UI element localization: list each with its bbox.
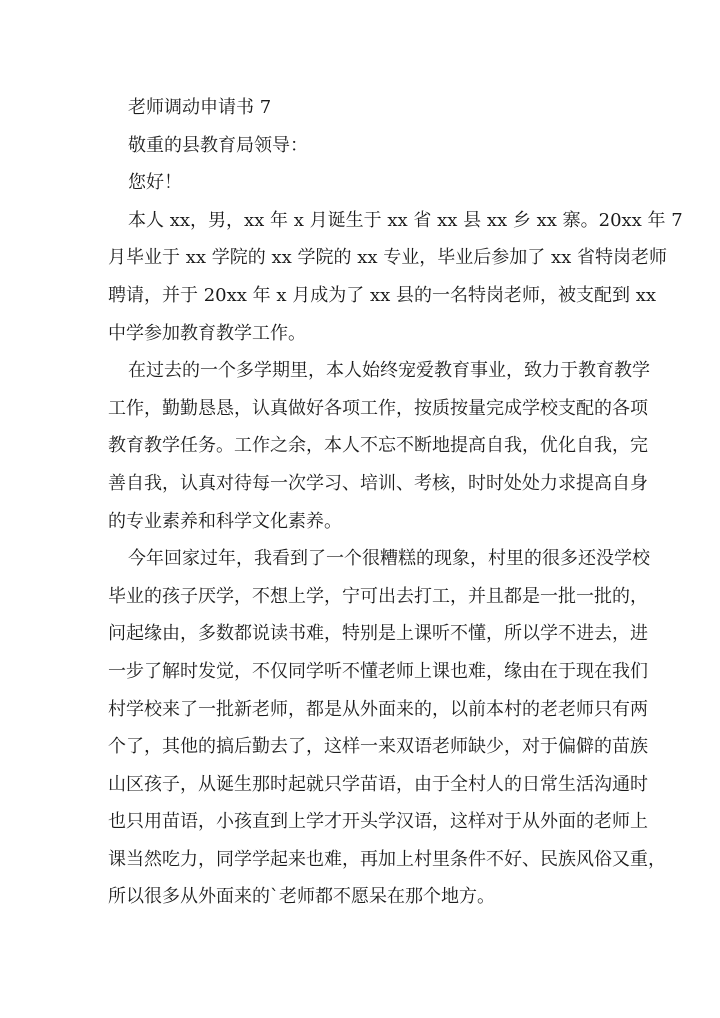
paragraph-line: 村学校来了一批新老师，都是从外面来的，以前本村的老老师只有两 — [108, 698, 648, 720]
paragraph-line: 的专业素养和科学文化素养。 — [108, 510, 342, 532]
paragraph-line: 毕业的孩子厌学，不想上学，宁可出去打工，并且都是一批一批的， — [108, 585, 648, 607]
document-title: 老师调动申请书 7 — [128, 97, 272, 118]
paragraph-3 — [108, 540, 666, 916]
paragraph-line: 也只用苗语，小孩直到上学才开头学汉语，这样对于从外面的老师上 — [108, 811, 648, 833]
paragraph-line: 问起缘由，多数都说读书难，特别是上课听不懂，所以学不进去，进 — [108, 623, 648, 645]
paragraph-1 — [108, 202, 683, 352]
paragraph-line: 工作，勤勤恳恳，认真做好各项工作，按质按量完成学校支配的各项 — [108, 397, 648, 419]
paragraph-line: 课当然吃力，同学学起来也难，再加上村里条件不好、民族风俗又重， — [108, 848, 666, 870]
salutation: 敬重的县教育局领导： — [128, 134, 308, 156]
paragraph-line: 本人 xx，男，xx 年 x 月诞生于 xx 省 xx 县 xx 乡 xx 寨。20xx 年 7 — [128, 209, 683, 231]
greeting: 您好！ — [128, 172, 182, 194]
paragraph-line: 所以很多从外面来的`老师都不愿呆在那个地方。 — [108, 886, 495, 908]
paragraph-line: 在过去的一个多学期里，本人始终宠爱教育事业，致力于教育教学 — [128, 360, 650, 382]
paragraph-line: 山区孩子，从诞生那时起就只学苗语，由于全村人的日常生活沟通时 — [108, 773, 648, 795]
paragraph-line: 月毕业于 xx 学院的 xx 学院的 xx 专业，毕业后参加了 xx 省特岗老师 — [108, 247, 667, 269]
paragraph-line: 善自我，认真对待每一次学习、培训、考核，时时处处力求提高自身 — [108, 472, 648, 494]
paragraph-line: 个了，其他的搞后勤去了，这样一来双语老师缺少，对于偏僻的苗族 — [108, 736, 648, 758]
paragraph-line: 教育教学任务。工作之余，本人不忘不断地提高自我，优化自我，完 — [108, 435, 648, 457]
paragraph-line: 今年回家过年，我看到了一个很糟糕的现象，村里的很多还没学校 — [128, 548, 650, 570]
document-page — [108, 89, 683, 916]
paragraph-line: 聘请，并于 20xx 年 x 月成为了 xx 县的一名特岗老师，被支配到 xx — [108, 284, 657, 306]
paragraph-line: 一步了解时发觉，不仅同学听不懂老师上课也难，缘由在于现在我们 — [108, 660, 648, 682]
paragraph-2 — [108, 352, 650, 540]
paragraph-line: 中学参加教育教学工作。 — [108, 322, 306, 344]
